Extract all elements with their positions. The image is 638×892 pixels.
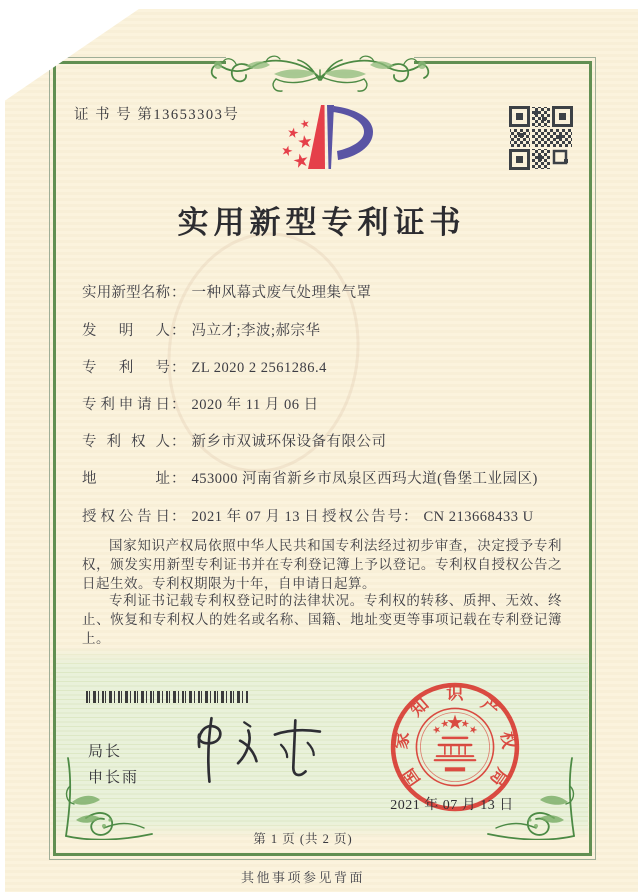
- field-value: 2020 年 11 月 06 日: [191, 397, 319, 413]
- field-label: 专利申请日: [82, 397, 170, 413]
- field-label: 实用新型名称: [82, 285, 170, 301]
- seal-agency-text: 国家知识产权局: [391, 684, 519, 790]
- field-grant-number: 授权公告号： CN 213668433 U: [322, 505, 534, 526]
- field-label: 授权公告号: [322, 509, 402, 525]
- field-label: 专利号: [82, 360, 170, 376]
- field-patent-number: 专利号： ZL 2020 2 2561286.4: [82, 356, 327, 377]
- field-patentee: 专利权人： 新乡市双诚环保设备有限公司: [82, 430, 387, 451]
- field-value: ZL 2020 2 2561286.4: [191, 360, 327, 376]
- officer-title: 局长: [88, 743, 123, 760]
- field-value: 2021 年 07 月 13 日: [191, 509, 320, 525]
- field-inventors: 发明人： 冯立才;李波;郝宗华: [82, 319, 321, 340]
- certificate-number: 证 书 号 第13653303号: [74, 107, 240, 123]
- field-label: 专利权人: [82, 434, 170, 450]
- officer-name: 申长雨: [88, 769, 140, 786]
- director-signature-icon: [180, 708, 335, 798]
- field-value: CN 213668433 U: [423, 509, 534, 525]
- seal-date: 2021 年 07 月 13 日: [390, 798, 514, 813]
- field-label: 发明人: [82, 323, 170, 339]
- field-value: 冯立才;李波;郝宗华: [191, 323, 321, 339]
- certificate-title: 实用新型专利证书: [177, 205, 466, 240]
- field-value: 453000 河南省新乡市凤泉区西玛大道(鲁堡工业园区): [191, 471, 538, 487]
- scan-edge-left: [0, 0, 5, 892]
- legal-paragraph-2: 专利证书记载专利权登记时的法律状况。专利权的转移、质押、无效、终止、恢复和专利权人的姓名或名称、国籍、地址变更等事项记载在专利登记簿上。: [82, 593, 562, 646]
- field-label: 授权公告日: [82, 509, 170, 525]
- footer-note: 其他事项参见背面: [240, 870, 365, 885]
- cnipa-logo-icon: [280, 103, 376, 175]
- page-number: 第 1 页 (共 2 页): [253, 832, 353, 846]
- field-value: 一种风幕式废气处理集气罩: [191, 285, 372, 301]
- legal-paragraph-1: 国家知识产权局依照中华人民共和国专利法经过初步审查，决定授予专利权，颁发实用新型专利证书并在专利登记簿上予以登记。专利权自授权公告之日起生效。专利权期限为十年，自申请日起算。: [82, 538, 562, 591]
- field-utility-model-name: 实用新型名称： 一种风幕式废气处理集气罩: [82, 281, 372, 302]
- field-filing-date: 专利申请日： 2020 年 11 月 06 日: [82, 393, 319, 414]
- qr-code-icon: [508, 105, 574, 171]
- barcode: [86, 691, 248, 703]
- field-grant-date: 授权公告日： 2021 年 07 月 13 日 授权公告号： CN 213668433 U: [82, 505, 319, 526]
- field-label: 地址: [82, 471, 170, 487]
- field-value: 新乡市双诚环保设备有限公司: [191, 434, 387, 450]
- field-address: 地址： 453000 河南省新乡市凤泉区西玛大道(鲁堡工业园区): [82, 467, 538, 488]
- top-flourish-ornament-icon: [206, 40, 434, 100]
